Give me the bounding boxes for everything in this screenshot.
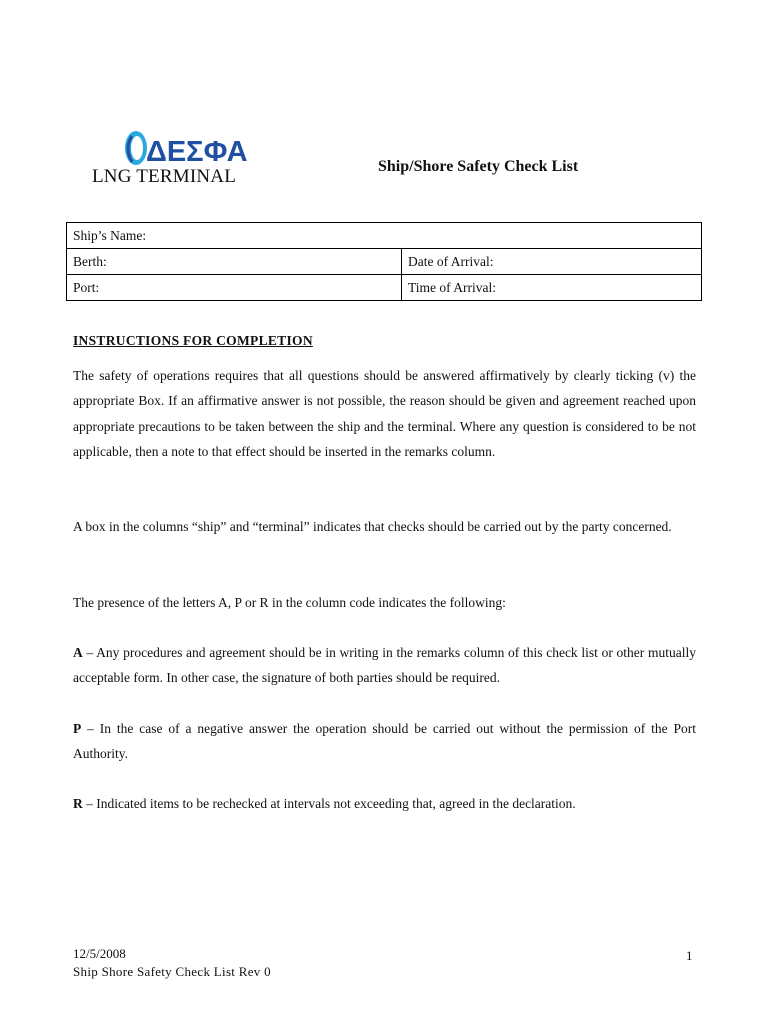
instructions-paragraph-1: The safety of operations requires that all questions should be answered affirmatively by clearly ticking (v) the appropriate Box. If an affirmative answer is not possible, the reason should be given and agreement reached upon appropriate precautions to be taken between the ship and the terminal. Where any question is considered to be not applicable, then a note to that effect should be inserted in the remarks column. [73,368,696,459]
document-title: Ship/Shore Safety Check List [378,158,579,175]
code-p-letter: P [73,721,82,736]
footer-date: 12/5/2008 [73,946,126,961]
instructions-paragraph-3: The presence of the letters A, P or R in the column code indicates the following: [73,595,506,610]
logo-text: ΔΕΣΦΑ [146,136,248,168]
desfa-logo-icon [122,124,262,172]
code-a-paragraph [73,640,696,691]
code-p-text: – In the case of a negative answer the operation should be carried out without the permission of the Port Authority. [73,721,696,762]
time-of-arrival-field: Time of Arrival: [402,275,702,301]
page-number: 1 [686,948,693,963]
date-of-arrival-field: Date of Arrival: [402,249,702,275]
code-r-letter: R [73,796,83,811]
code-p-paragraph [73,716,696,767]
terminal-name: LNG TERMINAL [92,166,237,187]
code-r-text: – Indicated items to be rechecked at intervals not exceeding that, agreed in the declaration. [82,796,576,811]
ship-info-table [66,222,702,301]
company-logo [122,124,262,172]
code-a-letter: A [73,645,83,660]
instructions-heading: INSTRUCTIONS FOR COMPLETION [73,333,313,348]
code-a-text: – Any procedures and agreement should be in writing in the remarks column of this check list or other mutually acceptable form. In other case, the signature of both parties should be required. [73,645,696,686]
ships-name-field: Ship’s Name: [67,223,702,249]
table-row [67,249,702,275]
table-row [67,223,702,249]
code-r-paragraph [73,791,696,816]
berth-field: Berth: [67,249,402,275]
footer-doc-ref: Ship Shore Safety Check List Rev 0 [73,964,271,979]
instructions-paragraph-2: A box in the columns “ship” and “terminal” indicates that checks should be carried out by the party concerned. [73,519,672,534]
port-field: Port: [67,275,402,301]
table-row [67,275,702,301]
